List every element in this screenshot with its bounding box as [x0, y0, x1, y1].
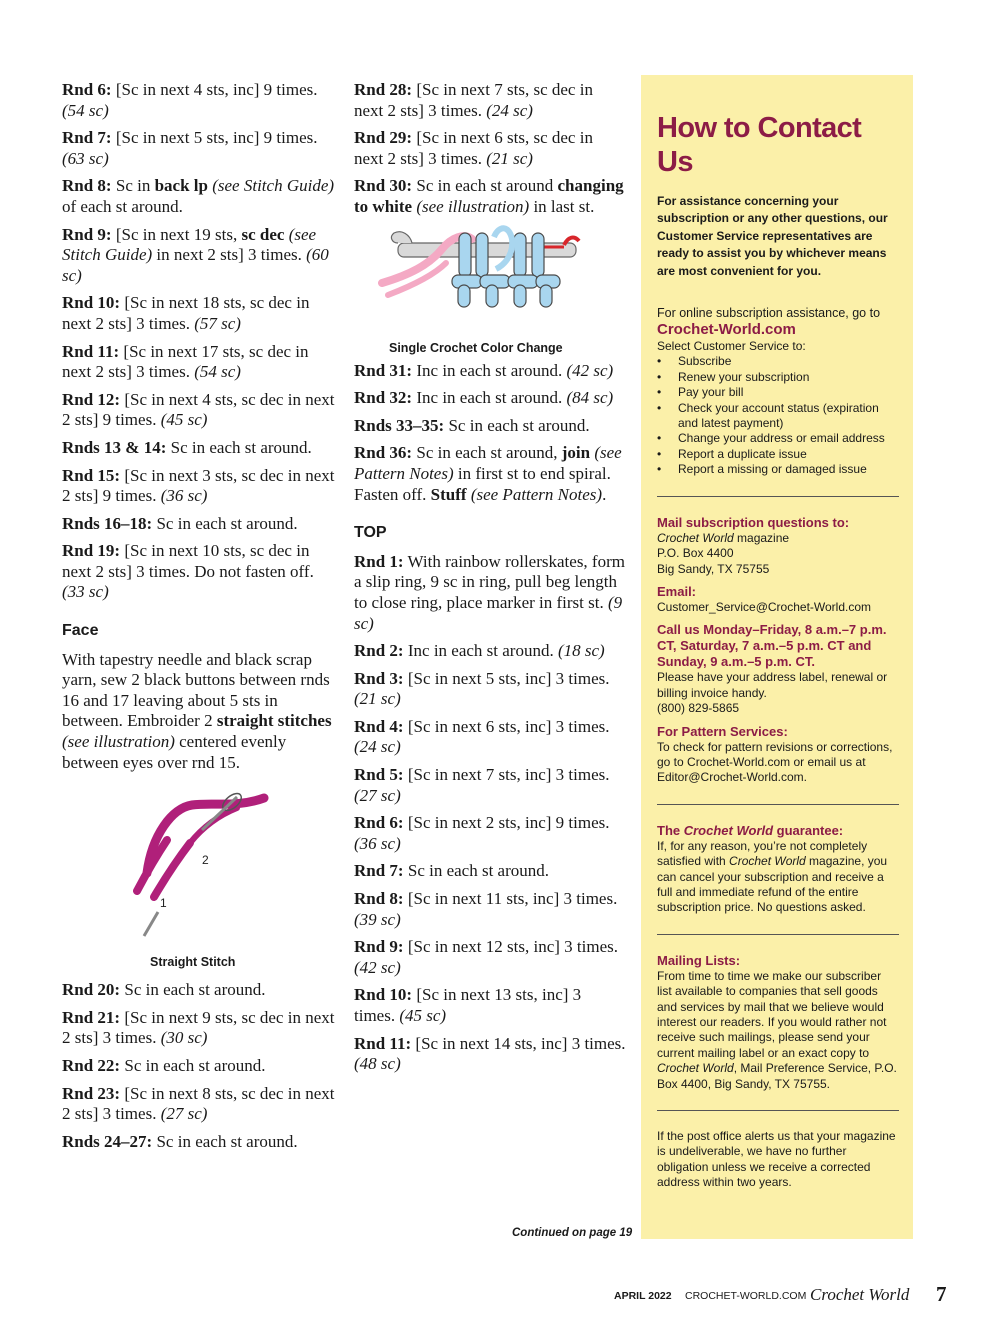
top-round-8: [354, 889, 626, 930]
reference-note: (see Pattern Notes): [466, 484, 603, 504]
round-label: Rnd 4:: [354, 716, 404, 736]
divider: [657, 934, 899, 935]
guarantee-text-part: magazine, you can cancel your subscription and receive a full and immediate refund of the entire subscription price. No questions asked.: [657, 854, 888, 915]
stitch-count: (42 sc): [354, 957, 401, 977]
guarantee-heading-text: guarantee:: [773, 822, 844, 838]
color-change-illustration: [354, 225, 626, 333]
stitch-count: (33 sc): [62, 582, 109, 602]
pattern-column-middle: [354, 80, 626, 1082]
stitch-count: (36 sc): [160, 486, 208, 506]
guarantee-text: [657, 839, 899, 916]
face-instructions: [62, 650, 337, 774]
figure-caption: Straight Stitch: [150, 955, 236, 970]
stitch-term: straight stitches: [216, 711, 332, 731]
round-10: [62, 293, 337, 334]
top-round-2: [354, 641, 626, 662]
round-label: Rnd 19:: [62, 541, 121, 561]
round-11: [62, 342, 337, 383]
round-28: [354, 80, 626, 121]
round-label: Rnd 31:: [354, 360, 413, 380]
stitch-count: (57 sc): [194, 313, 241, 333]
contact-intro: For assistance concerning your subscription or any other questions, our Customer Service representatives are ready to assist you by whichever means are most convenient for you.: [657, 194, 888, 278]
stitch-term: changing to white: [354, 176, 624, 216]
round-9: [62, 225, 337, 287]
round-text: Sc in each st around.: [120, 1056, 266, 1075]
round-6: [62, 80, 337, 121]
service-option: • Renew your subscription: [657, 370, 899, 385]
round-text: in next 2 sts] 3 times.: [152, 245, 307, 265]
select-service-text: Select Customer Service to:: [657, 339, 806, 354]
page-number: 7: [936, 1282, 947, 1306]
stitch-term: sc dec: [241, 224, 285, 244]
mailing-lists-text: [657, 969, 899, 1092]
face-heading: Face: [62, 622, 99, 640]
round-text: [Sc in next 17 sts, sc dec in next 2 sts] 3 times.: [62, 341, 309, 382]
round-label: Rnd 32:: [354, 388, 413, 408]
round-label: Rnd 8:: [354, 889, 404, 909]
round-label: Rnd 9:: [62, 224, 112, 244]
round-label: Rnd 10:: [354, 985, 413, 1005]
round-text: Inc in each st around.: [412, 388, 567, 408]
round-text: [Sc in next 5 sts, inc] 9 times.: [111, 128, 318, 148]
mail-box: P.O. Box 4400: [657, 546, 734, 561]
stitch-count: (54 sc): [194, 362, 241, 382]
top-round-9: [354, 937, 626, 978]
service-option: • Report a duplicate issue: [657, 447, 899, 462]
mail-heading: Mail subscription questions to:: [657, 514, 850, 530]
stitch-count: (21 sc): [354, 689, 401, 709]
magazine-title: Crochet World: [657, 530, 734, 545]
top-round-1: [354, 552, 626, 634]
round-15: [62, 466, 337, 507]
round-label: Rnd 29:: [354, 128, 413, 148]
mailing-lists-text-part: , Mail Preference Service, P.O. Box 4400, Big Sandy, TX 75755.: [657, 1061, 897, 1091]
round-text: [Sc in next 19 sts,: [111, 224, 242, 244]
round-label: Rnd 30:: [354, 176, 413, 196]
round-label: Rnds 16–18:: [62, 513, 153, 533]
round-label: Rnds 33–35:: [354, 415, 445, 435]
round-text: Sc in each st around: [412, 176, 558, 196]
round-label: Rnd 8:: [62, 176, 112, 196]
stitch-term: join: [561, 443, 591, 463]
round-text: [Sc in next 2 sts, inc] 9 times.: [403, 813, 610, 833]
figure-number-1: 1: [160, 896, 167, 911]
stitch-count: (39 sc): [354, 909, 401, 929]
reference-note: (see Stitch Guide): [62, 224, 317, 265]
magazine-name: Crochet World: [810, 1285, 910, 1304]
round-label: Rnd 9:: [354, 937, 404, 957]
round-text: [Sc in next 14 sts, inc] 3 times.: [411, 1033, 626, 1053]
mail-city: Big Sandy, TX 75755: [657, 561, 770, 576]
pattern-services-text: To check for pattern revisions or corrections, go to Crochet-World.com or email us at Editor@Crochet-World.com.: [657, 739, 893, 785]
rounds-24-27: [62, 1132, 337, 1153]
color-change-figure: [354, 225, 626, 361]
stitch-count: (27 sc): [160, 1104, 208, 1124]
top-round-7: [354, 861, 626, 882]
call-heading: Call us Monday–Friday, 8 a.m.–7 p.m. CT, Saturday, 7 a.m.–5 p.m. CT and Sunday, 9 a.m.–5 p.m. CT.: [657, 622, 887, 670]
round-label: Rnd 7:: [354, 861, 404, 881]
round-label: Rnd 6:: [354, 813, 404, 833]
stitch-count: (42 sc): [566, 360, 614, 380]
round-text: Sc in each st around.: [403, 861, 550, 881]
round-text: [Sc in next 7 sts, sc dec in next 2 sts] 3 times.: [354, 80, 593, 120]
divider: [657, 804, 899, 805]
round-text: [Sc in next 7 sts, inc] 3 times.: [403, 765, 610, 785]
round-31: [354, 361, 626, 382]
service-option: • Change your address or email address: [657, 431, 899, 446]
stitch-count: (24 sc): [354, 737, 401, 757]
stitch-count: (24 sc): [486, 100, 533, 120]
website-link[interactable]: Crochet-World.com: [657, 321, 796, 339]
contact-sidebar: [641, 75, 913, 1239]
round-label: Rnd 21:: [62, 1007, 121, 1027]
top-round-5: [354, 765, 626, 806]
round-label: Rnd 20:: [62, 980, 121, 1000]
stitch-count: (21 sc): [486, 148, 533, 168]
round-text: Sc in each st around.: [152, 1131, 298, 1151]
guarantee-heading: [657, 823, 899, 839]
round-text: [Sc in next 8 sts, sc dec in next 2 sts] 3 times.: [62, 1083, 335, 1124]
mailing-lists-heading: Mailing Lists:: [657, 952, 741, 968]
round-label: Rnd 2:: [354, 641, 404, 661]
top-round-11: [354, 1034, 626, 1075]
round-label: Rnd 1:: [354, 551, 404, 571]
reference-note: (see Pattern Notes): [354, 443, 622, 483]
mail-magazine: [657, 531, 899, 546]
round-text: With rainbow rollerskates, form a slip ring, 9 sc in ring, pull beg length to close ring, place marker in first st.: [354, 551, 625, 612]
round-text: Sc in each st around.: [120, 980, 266, 1000]
round-text: [Sc in next 13 sts, inc] 3 times.: [354, 985, 582, 1025]
round-21: [62, 1008, 337, 1049]
phone-number: (800) 829-5865: [657, 701, 740, 716]
mail-text: magazine: [733, 530, 790, 545]
footer-website: CROCHET-WORLD.COM: [685, 1290, 807, 1302]
stitch-count: (63 sc): [62, 148, 109, 168]
stitch-term: Stuff: [430, 484, 467, 504]
round-30: [354, 176, 626, 217]
service-options-list: [657, 354, 899, 477]
round-text: [Sc in next 5 sts, inc] 3 times.: [403, 668, 610, 688]
reference-note: (see illustration): [62, 732, 175, 752]
round-label: Rnd 11:: [354, 1033, 412, 1053]
round-text: [Sc in next 6 sts, sc dec in next 2 sts] 3 times.: [354, 128, 593, 168]
figure-number-2: 2: [202, 853, 209, 868]
round-8: [62, 176, 337, 217]
round-text: of each st around.: [62, 196, 183, 216]
round-label: Rnd 36:: [354, 443, 413, 463]
round-20: [62, 980, 337, 1001]
round-text: [Sc in next 3 sts, sc dec in next 2 sts] 9 times.: [62, 465, 335, 506]
round-label: Rnd 5:: [354, 765, 404, 785]
contact-title: How to Contact Us: [657, 112, 862, 178]
magazine-title: Crochet World: [683, 822, 774, 838]
straight-stitch-figure: [62, 780, 337, 980]
stitch-term: back lp: [154, 176, 208, 196]
guarantee-text-part: If, for any reason, you’re not completely satisfied with: [657, 838, 868, 869]
page-footer: [614, 1282, 949, 1306]
top-round-10: [354, 985, 626, 1026]
round-12: [62, 390, 337, 431]
service-option: • Report a missing or damaged issue: [657, 462, 899, 477]
round-label: Rnd 12:: [62, 389, 121, 409]
magazine-title: Crochet World: [729, 854, 806, 869]
mailing-lists-text-part: From time to time we make our subscriber list available to companies that sell goods and services by mail that we believe would interest our readers. If you would rather not receive such mailings, please send your current mailing label or an exact copy to: [657, 968, 887, 1060]
face-text: With tapestry needle and black scrap yarn, sew 2 black buttons between rnds 16 and 17 leaving about 5 sts in between. Embroider 2: [62, 649, 330, 731]
round-text: .: [602, 484, 607, 504]
round-text: Sc in each st around.: [152, 513, 298, 533]
round-36: [354, 443, 626, 505]
round-text: [Sc in next 18 sts, sc dec in next 2 sts] 3 times.: [62, 293, 310, 333]
round-text: in first st to end spiral. Fasten off.: [354, 463, 611, 504]
round-label: Rnd 15:: [62, 465, 121, 485]
straight-stitch-illustration: [62, 780, 337, 950]
rounds-16-18: [62, 514, 337, 535]
stitch-count: (27 sc): [354, 785, 401, 805]
round-text: Sc in each st around.: [166, 437, 312, 457]
round-text: [Sc in next 4 sts, inc] 9 times.: [111, 80, 318, 99]
round-label: Rnd 10:: [62, 293, 121, 313]
top-round-3: [354, 669, 626, 710]
post-office-text: If the post office alerts us that your magazine is undeliverable, we have no further obligation unless we receive a corrected address within two years.: [657, 1129, 896, 1190]
round-label: Rnd 28:: [354, 80, 413, 99]
round-label: Rnds 24–27:: [62, 1131, 153, 1151]
round-text: Sc in each st around.: [444, 415, 590, 435]
reference-note: (see illustration): [412, 196, 530, 216]
online-assistance-text: For online subscription assistance, go to: [657, 306, 881, 321]
figure-caption: Single Crochet Color Change: [389, 340, 563, 355]
round-label: Rnds 13 & 14:: [62, 437, 167, 457]
face-text: centered evenly between eyes over rnd 15.: [62, 732, 287, 772]
pattern-column-left: [62, 80, 337, 1159]
magazine-title: Crochet World: [657, 1061, 734, 1076]
round-text: [Sc in next 12 sts, inc] 3 times.: [403, 937, 618, 957]
round-label: Rnd 11:: [62, 341, 120, 361]
rounds-13-14: [62, 438, 337, 459]
round-text: Sc in: [111, 176, 155, 196]
stitch-count: (9 sc): [354, 592, 623, 633]
round-text: [Sc in next 6 sts, inc] 3 times.: [403, 716, 610, 736]
stitch-count: (54 sc): [62, 100, 109, 120]
round-text: in last st.: [529, 196, 595, 216]
rounds-33-35: [354, 416, 626, 437]
round-text: Inc in each st around.: [403, 641, 558, 661]
issue-date: APRIL 2022: [614, 1290, 672, 1302]
round-text: [Sc in next 10 sts, sc dec in next 2 sts] 3 times. Do not fasten off.: [62, 541, 314, 581]
divider: [657, 496, 899, 497]
round-29: [354, 128, 626, 169]
round-text: [Sc in next 11 sts, inc] 3 times.: [403, 889, 618, 909]
stitch-count: (36 sc): [354, 833, 401, 853]
top-heading: TOP: [354, 524, 387, 542]
top-round-6: [354, 813, 626, 854]
round-19: [62, 541, 337, 603]
top-round-4: [354, 717, 626, 758]
round-text: Inc in each st around.: [412, 360, 567, 380]
round-text: [Sc in next 9 sts, sc dec in next 2 sts] 3 times.: [62, 1007, 335, 1048]
round-23: [62, 1084, 337, 1125]
stitch-count: (45 sc): [160, 410, 208, 430]
round-label: Rnd 6:: [62, 80, 112, 99]
round-label: Rnd 3:: [354, 668, 404, 688]
pattern-services-heading: For Pattern Services:: [657, 723, 788, 739]
round-label: Rnd 7:: [62, 128, 112, 148]
round-label: Rnd 23:: [62, 1083, 121, 1103]
round-32: [354, 388, 626, 409]
round-22: [62, 1056, 337, 1077]
round-text: Sc in each st around,: [412, 443, 562, 463]
round-7: [62, 128, 337, 169]
stitch-count: (48 sc): [354, 1054, 401, 1074]
service-option: • Subscribe: [657, 354, 899, 369]
stitch-count: (84 sc): [566, 388, 614, 408]
service-option: • Pay your bill: [657, 385, 899, 400]
stitch-count: (60 sc): [62, 245, 329, 285]
divider: [657, 1110, 899, 1111]
email-heading: Email:: [657, 583, 697, 599]
continued-note: Continued on page 19: [512, 1227, 633, 1239]
email-address[interactable]: Customer_Service@Crochet-World.com: [657, 599, 872, 614]
guarantee-heading-text: The: [657, 822, 684, 838]
stitch-count: (18 sc): [557, 641, 605, 661]
round-text: [Sc in next 4 sts, sc dec in next 2 sts] 9 times.: [62, 389, 335, 430]
stitch-count: (45 sc): [399, 1006, 447, 1025]
stitch-count: (30 sc): [160, 1028, 208, 1048]
round-label: Rnd 22:: [62, 1056, 121, 1075]
call-text: Please have your address label, renewal or billing invoice handy.: [657, 670, 888, 700]
service-option: • Check your account status (expiration and latest payment): [657, 401, 899, 432]
reference-note: (see Stitch Guide): [207, 176, 335, 196]
